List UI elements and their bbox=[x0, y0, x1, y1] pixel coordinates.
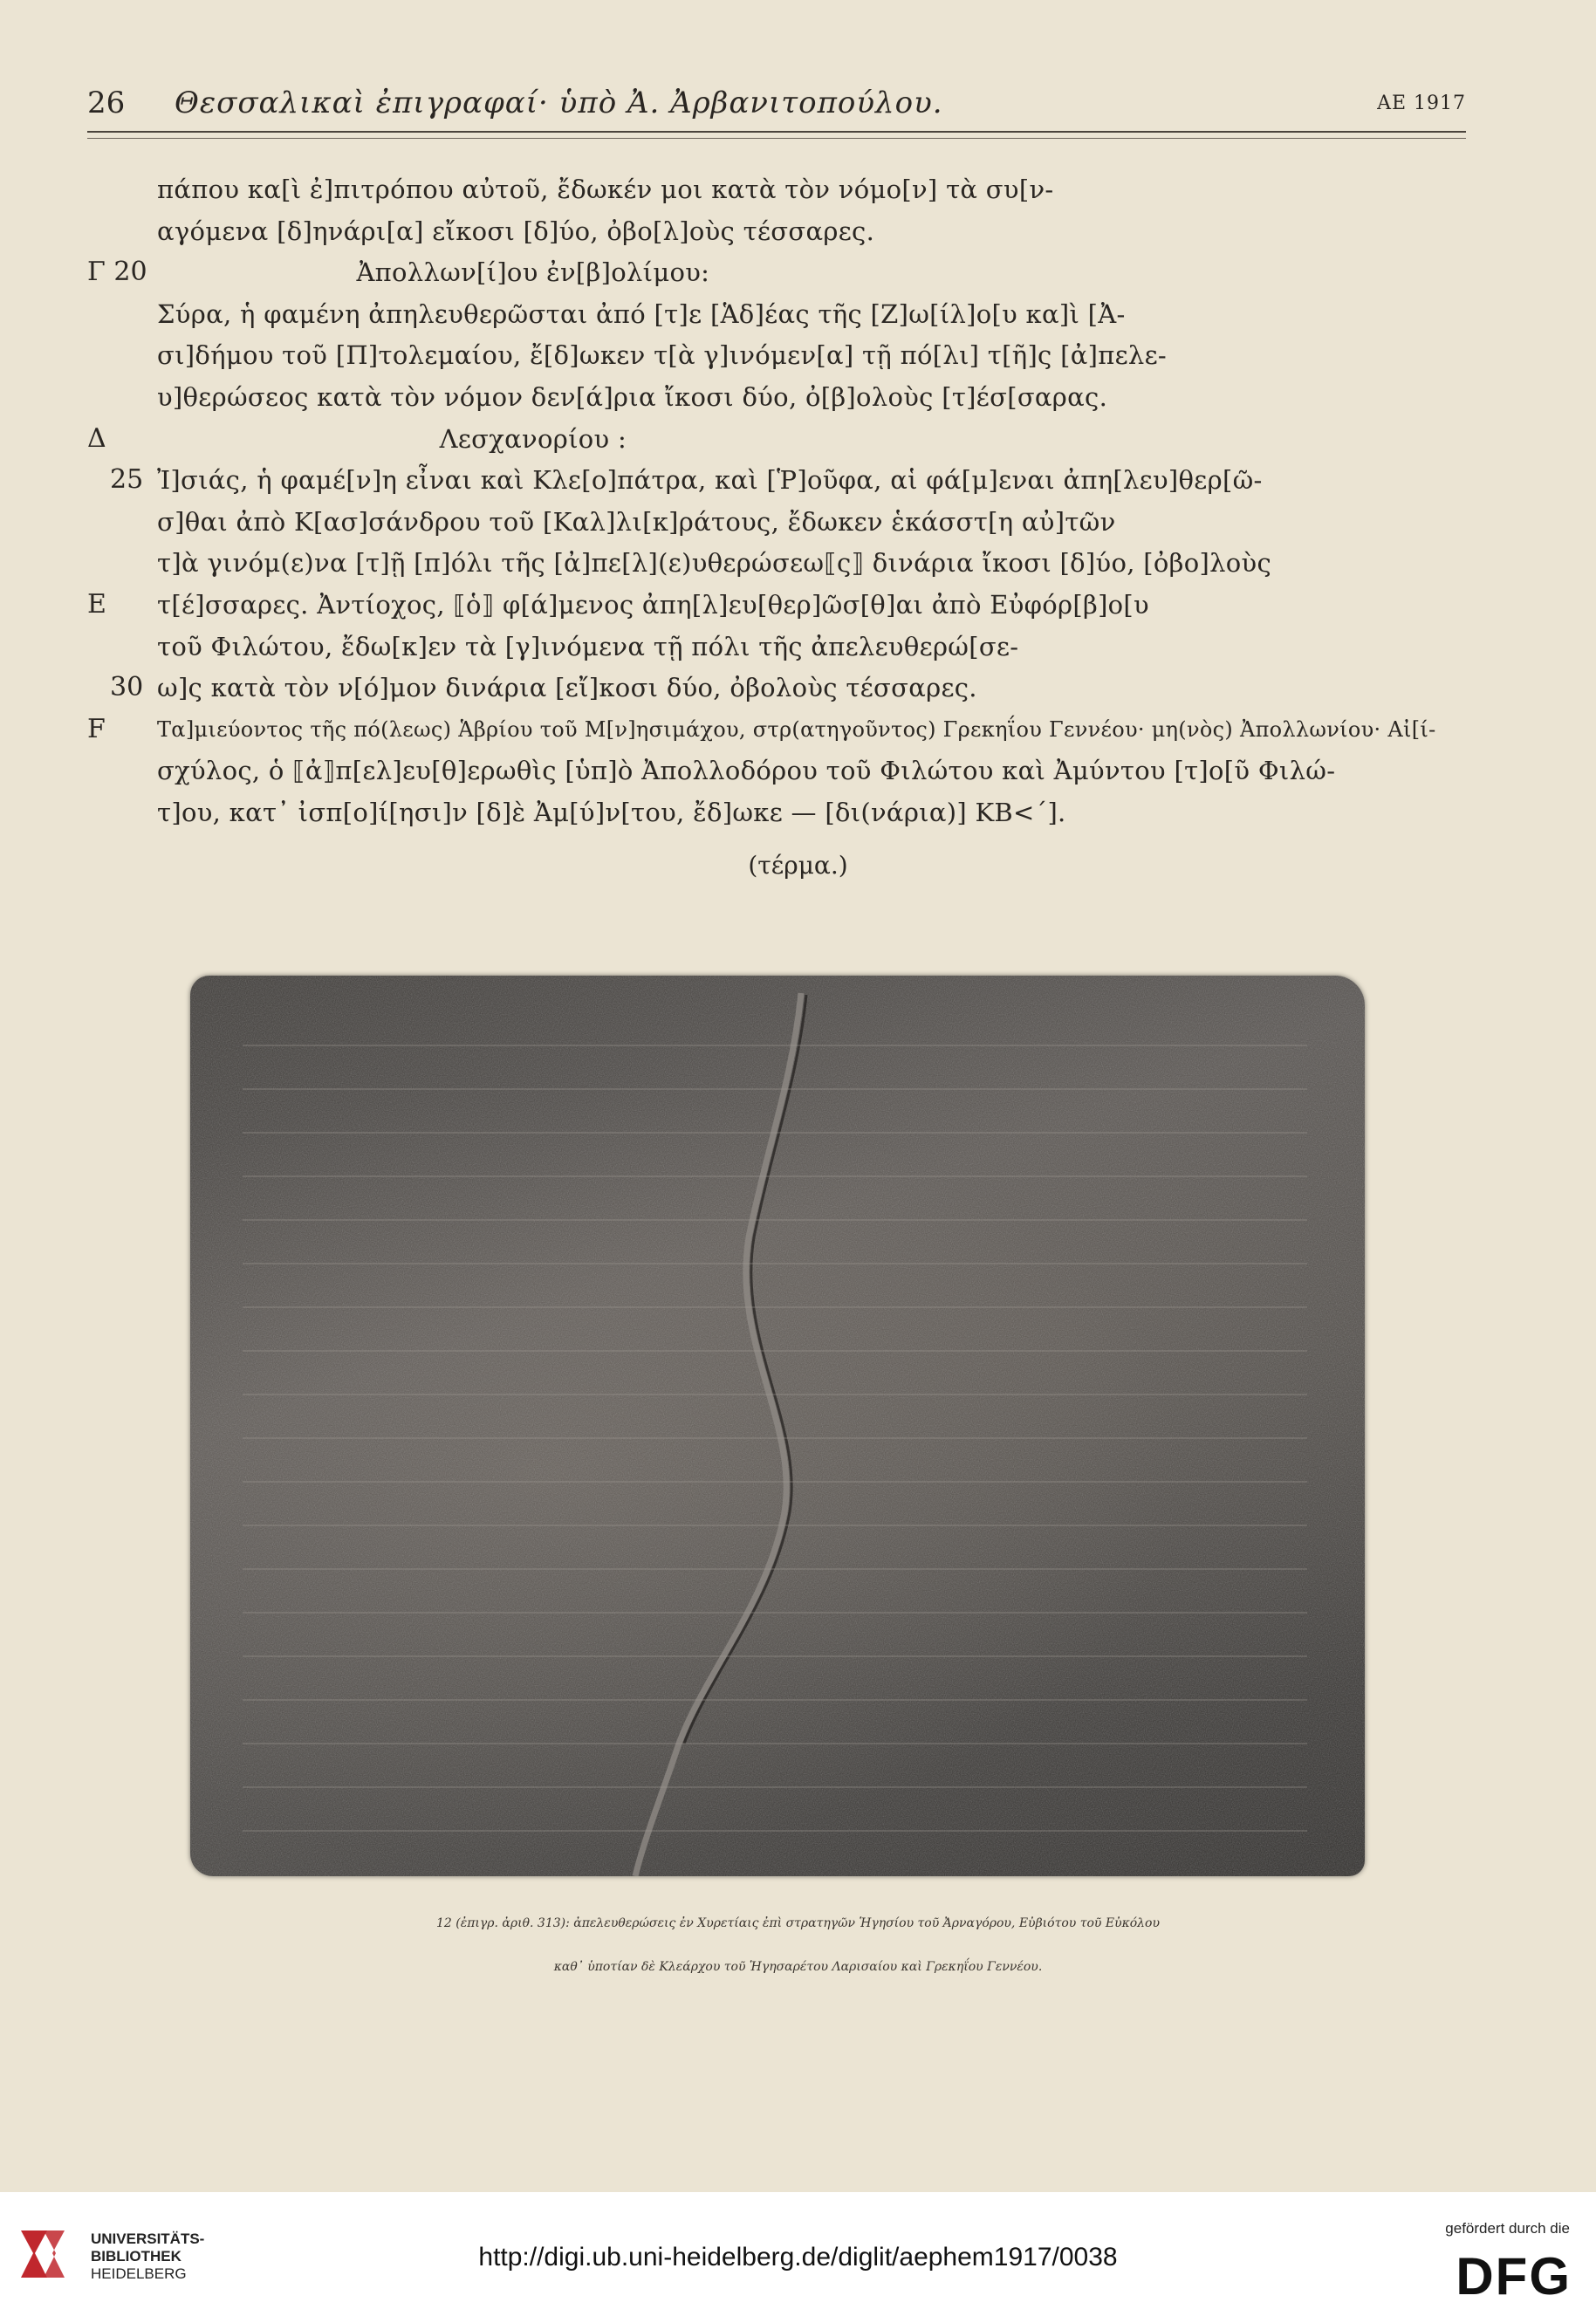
journal-label: ΑΕ 1917 bbox=[1377, 93, 1466, 114]
section-marker: Ε bbox=[87, 589, 106, 620]
source-url-link[interactable]: http://digi.ub.uni-heidelberg.de/diglit/aephem1917/0038 bbox=[478, 2243, 1118, 2272]
library-name-line-1: UNIVERSITÄTS- bbox=[91, 2230, 205, 2247]
line-text: αγόμενα [δ]ηνάρι[α] εἴκοσι [δ]ύο, ὀβο[λ]οὺς τέσσαρες. bbox=[157, 216, 875, 246]
inscription-line bbox=[0, 585, 1596, 625]
line-text: τ[έ]σσαρες. Ἀντίοχος, ⟦ὁ⟧ φ[ά]μενος ἀπη[λ]ευ[θερ]ῶσ[θ]αι ἀπὸ Εὐφόρ[β]ο[υ bbox=[157, 590, 1149, 620]
inscription-line bbox=[0, 169, 1596, 209]
inscription-line bbox=[0, 792, 1596, 833]
inscription-line bbox=[0, 460, 1596, 500]
digitization-footer bbox=[0, 2192, 1596, 2323]
inscription-line bbox=[0, 750, 1596, 791]
inscription-line bbox=[0, 668, 1596, 708]
line-text: Ἀπολλων[ί]ου ἐν[β]ολίμου: bbox=[157, 257, 710, 288]
photo-caption-line-2: καθ᾽ ὑποτίαν δὲ Κλεάρχου τοῦ Ἡγησαρέτου Λαρισαίου καὶ Γρεκηΐου Γεννέου. bbox=[553, 1960, 1043, 1974]
header-rule-thin bbox=[87, 138, 1466, 139]
line-number: 25 bbox=[110, 464, 144, 496]
inscription-line bbox=[0, 543, 1596, 583]
line-text: Λεσχανορίου : bbox=[157, 423, 627, 454]
line-number: 30 bbox=[110, 672, 144, 703]
line-text: τ]ου, κατ᾽ ἰσπ[ο]ί[ησι]ν [δ]ὲ Ἀμ[ύ]ν[του, ἔδ]ωκε — [δι(νάρια)] ΚΒ<΄]. bbox=[157, 798, 1066, 827]
inscription-line bbox=[0, 294, 1596, 334]
line-text: Σύρα, ἡ φαμένη ἀπηλευθερῶσται ἀπό [τ]ε [Ἁδ]έας τῆς [Ζ]ω[ίλ]ο[υ κα]ὶ [Ἀ- bbox=[157, 298, 1126, 329]
inscription-line bbox=[0, 377, 1596, 417]
inscription-line bbox=[0, 709, 1596, 750]
line-text: ω]ς κατὰ τὸν ν[ό]μον δινάρια [εἴ]κοσι δύο, ὀβολοὺς τέσσαρες. bbox=[157, 673, 977, 703]
line-text: Ἰ]σιάς, ἡ φαμέ[ν]η εἶναι καὶ Κλε[ο]πάτρα, καὶ [Ῥ]οῦφα, αἱ φά[μ]εναι ἀπη[λευ]θερ[ῶ- bbox=[157, 465, 1263, 496]
line-text: σι]δήμου τοῦ [Π]τολεμαίου, ἔ[δ]ωκεν τ[ὰ γ]ινόμεν[α] τῇ πό[λι] τ[ῆ]ς [ἀ]πελε- bbox=[157, 340, 1168, 371]
inscription-line bbox=[0, 502, 1596, 542]
inscription-line bbox=[0, 627, 1596, 667]
line-text: σ]θαι ἀπὸ Κ[ασ]σάνδρου τοῦ [Καλ]λι[κ]ράτους, ἔδωκεν ἑκάσστ[η αὐ]τῶν bbox=[157, 506, 1116, 537]
running-header bbox=[87, 86, 1466, 127]
library-name-line-2: BIBLIOTHEK bbox=[91, 2248, 182, 2265]
stone-texture bbox=[190, 976, 1365, 1876]
library-name-line-3: HEIDELBERG bbox=[91, 2265, 187, 2282]
running-title: Θεσσαλικαὶ ἐπιγραφαί· ὑπὸ Ἀ. Ἀρβανιτοπούλου. bbox=[175, 86, 943, 120]
section-marker: Δ bbox=[87, 422, 106, 454]
photo-caption-line-1: 12 (ἐπιγρ. ἀριθ. 313): ἀπελευθερώσεις ἐν Χυρετίαις ἐπὶ στρατηγῶν Ἡγησίου τοῦ Ἀρναγόρου, Εὐβιότου τοῦ Εὐκόλου bbox=[435, 1916, 1160, 1930]
inscription-line bbox=[0, 335, 1596, 375]
end-marker: (τέρμα.) bbox=[748, 851, 848, 880]
header-rule bbox=[87, 131, 1466, 133]
section-marker: Γ 20 bbox=[87, 257, 147, 288]
inscription-stone-photo bbox=[190, 976, 1365, 1876]
inscription-line bbox=[0, 419, 1596, 459]
line-text: πάπου κα[ὶ ἐ]πιτρόπου αὐτοῦ, ἔδωκέν μοι κατὰ τὸν νόμο[ν] τὰ συ[ν- bbox=[157, 175, 1054, 204]
line-text: τοῦ Φιλώτου, ἔδω[κ]εν τὰ [γ]ινόμενα τῇ πόλι τῆς ἀπελευθερώ[σε- bbox=[157, 631, 1019, 661]
line-text: υ]θερώσεος κατὰ τὸν νόμον δεν[ά]ρια ἴκοσι δύο, ὀ[β]ολοὺς [τ]έσ[σαρας. bbox=[157, 382, 1108, 412]
line-text: τ]ὰ γινόμ(ε)να [τ]ῇ [π]όλι τῆς [ἀ]πε[λ](ε)υθερώσεω⟦ς⟧ δινάρια ἴκοσι [δ]ύο, [ὀβο]λοὺς bbox=[157, 548, 1271, 579]
section-marker: F bbox=[87, 713, 106, 744]
dfg-logo-icon: DFG bbox=[1456, 2247, 1572, 2306]
inscription-line bbox=[0, 211, 1596, 251]
inscription-line bbox=[0, 252, 1596, 292]
line-text: Τα]μιεύοντος τῆς πό(λεως) Ἁβρίου τοῦ Μ[ν]ησιμάχου, στρ(ατηγοῦντος) Γρεκηΐου Γεννέου· μη(νὸς) Ἀπολλωνίου· Αἰ[ί- bbox=[157, 716, 1436, 742]
page-number: 26 bbox=[87, 86, 126, 120]
funding-note: gefördert durch die bbox=[1445, 2220, 1570, 2237]
line-text: σχύλος, ὁ ⟦ἀ⟧π[ελ]ευ[θ]ερωθὶς [ὑπ]ὸ Ἀπολλοδόρου τοῦ Φιλώτου καὶ Ἀμύντου [τ]ο[ῦ Φιλώ- bbox=[157, 756, 1336, 786]
